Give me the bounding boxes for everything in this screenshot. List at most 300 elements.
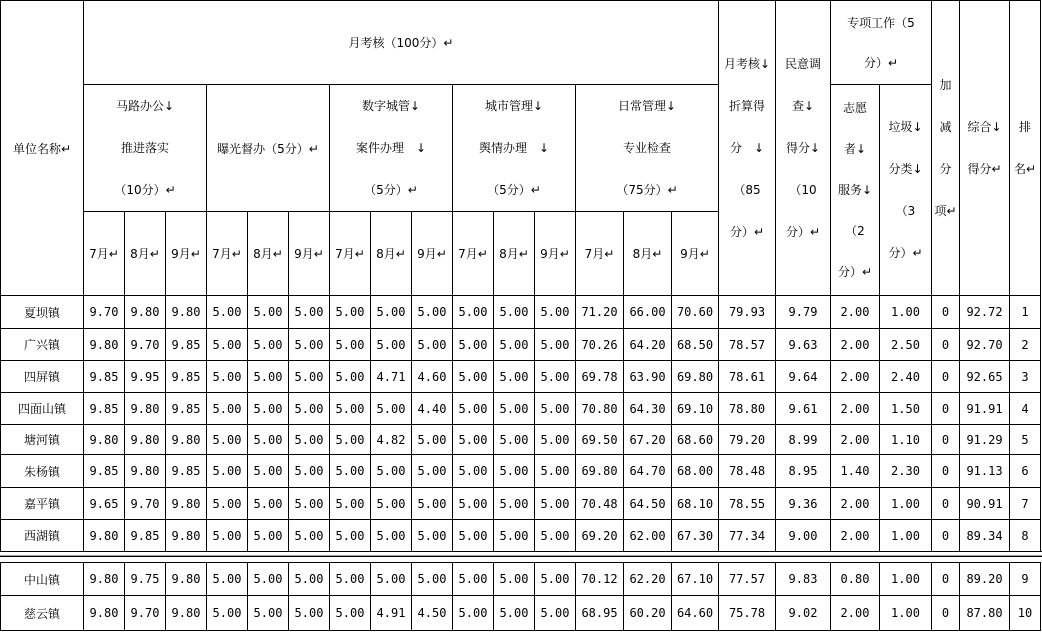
bonus-cell: 0 (932, 455, 960, 488)
survey-cell: 9.00 (776, 520, 831, 552)
monthly-converted-cell: 78.61 (719, 361, 776, 393)
unit-name-cell: 四面山镇 (1, 393, 84, 425)
rank-cell: 5 (1010, 425, 1041, 455)
rank-header-line: 名↵ (1013, 162, 1037, 176)
survey-cell: 9.64 (776, 361, 831, 393)
garbage-cell: 1.00 (880, 563, 932, 596)
survey-cell: 9.02 (776, 596, 831, 631)
total-header (960, 1, 1010, 296)
score-cell: 69.20 (576, 520, 624, 552)
bonus-header (932, 1, 960, 296)
score-cell: 5.00 (289, 455, 330, 488)
score-cell: 62.00 (624, 520, 672, 552)
unit-name-cell: 塘河镇 (1, 425, 84, 455)
table-row (1, 596, 1041, 631)
score-cell: 5.00 (207, 488, 248, 520)
score-cell: 68.50 (672, 329, 719, 361)
score-cell: 9.95 (125, 361, 166, 393)
score-cell: 5.00 (248, 488, 289, 520)
monthly-converted-line: 月考核↓ (723, 57, 771, 71)
score-cell: 5.00 (494, 329, 535, 361)
score-cell: 5.00 (330, 393, 371, 425)
score-cell: 5.00 (412, 563, 453, 596)
score-cell: 5.00 (494, 455, 535, 488)
road-chief-line: 马路办公↓ (115, 99, 175, 113)
unit-name-cell: 朱杨镇 (1, 455, 84, 488)
score-cell: 5.00 (248, 329, 289, 361)
score-cell: 5.00 (330, 361, 371, 393)
total-cell: 92.72 (960, 296, 1010, 329)
table-row (1, 296, 1041, 329)
score-cell: 5.00 (248, 393, 289, 425)
score-cell: 9.80 (84, 563, 125, 596)
score-cell: 68.95 (576, 596, 624, 631)
score-cell: 5.00 (494, 596, 535, 631)
score-cell: 9.70 (84, 296, 125, 329)
score-cell: 5.00 (289, 563, 330, 596)
score-cell: 62.20 (624, 563, 672, 596)
bonus-header-line: 加 (939, 78, 952, 92)
bonus-cell: 0 (932, 361, 960, 393)
score-cell: 69.10 (672, 393, 719, 425)
score-cell: 5.00 (371, 296, 412, 329)
total-cell: 89.20 (960, 563, 1010, 596)
exposure-header: 曝光督办（5分）↵ (207, 85, 330, 212)
score-cell: 5.00 (453, 329, 494, 361)
volunteer-cell: 0.80 (831, 563, 880, 596)
score-cell: 5.00 (535, 393, 576, 425)
score-cell: 5.00 (453, 425, 494, 455)
score-cell: 5.00 (371, 488, 412, 520)
table-row (1, 455, 1041, 488)
special-work-line: 分）↵ (863, 55, 899, 70)
score-cell: 5.00 (248, 520, 289, 552)
table-row (1, 329, 1041, 361)
score-cell: 69.80 (576, 455, 624, 488)
unit-name-cell: 四屏镇 (1, 361, 84, 393)
survey-cell: 9.83 (776, 563, 831, 596)
score-cell: 5.00 (330, 596, 371, 631)
score-cell: 64.30 (624, 393, 672, 425)
score-cell: 5.00 (453, 361, 494, 393)
score-cell: 5.00 (494, 563, 535, 596)
bonus-cell: 0 (932, 520, 960, 552)
score-cell: 5.00 (535, 329, 576, 361)
digital-line: （5分）↵ (364, 183, 418, 197)
survey-header-line: 分）↵ (785, 225, 821, 239)
score-cell: 68.60 (672, 425, 719, 455)
month-header: 9月↵ (535, 212, 576, 296)
score-cell: 5.00 (535, 488, 576, 520)
table-row (1, 488, 1041, 520)
month-header: 8月↵ (248, 212, 289, 296)
score-cell: 9.85 (84, 361, 125, 393)
score-cell: 5.00 (207, 520, 248, 552)
score-cell: 70.60 (672, 296, 719, 329)
score-cell: 9.80 (125, 296, 166, 329)
unit-name-cell: 嘉平镇 (1, 488, 84, 520)
total-cell: 87.80 (960, 596, 1010, 631)
score-cell: 5.00 (207, 361, 248, 393)
table-row (1, 520, 1041, 552)
score-cell: 9.70 (125, 596, 166, 631)
score-cell: 9.85 (84, 393, 125, 425)
monthly-converted-cell: 79.20 (719, 425, 776, 455)
score-cell: 9.80 (166, 596, 207, 631)
unit-name-cell: 夏坝镇 (1, 296, 84, 329)
score-cell: 5.00 (207, 393, 248, 425)
month-header: 7月↵ (453, 212, 494, 296)
garbage-line: 垃圾↓ (888, 120, 923, 134)
table-row (1, 425, 1041, 455)
table-break-line (0, 555, 1042, 556)
score-cell: 5.00 (330, 563, 371, 596)
score-cell: 5.00 (453, 563, 494, 596)
score-cell: 9.80 (84, 520, 125, 552)
score-cell: 5.00 (412, 520, 453, 552)
city-line: 舆情办理 ↓ (478, 141, 550, 155)
score-cell: 5.00 (535, 563, 576, 596)
volunteer-cell: 2.00 (831, 393, 880, 425)
score-cell: 69.78 (576, 361, 624, 393)
volunteer-cell: 2.00 (831, 425, 880, 455)
score-cell: 5.00 (330, 488, 371, 520)
score-cell: 60.20 (624, 596, 672, 631)
score-cell: 4.91 (371, 596, 412, 631)
score-cell: 9.80 (125, 455, 166, 488)
garbage-line: 分）↵ (888, 246, 923, 260)
total-cell: 92.65 (960, 361, 1010, 393)
score-cell: 67.10 (672, 563, 719, 596)
score-cell: 5.00 (248, 455, 289, 488)
rank-header (1010, 1, 1041, 296)
unit-name-cell: 中山镇 (1, 563, 84, 596)
month-header: 7月↵ (207, 212, 248, 296)
score-cell: 5.00 (371, 563, 412, 596)
monthly-converted-cell: 77.34 (719, 520, 776, 552)
score-cell: 5.00 (494, 393, 535, 425)
monthly-converted-cell: 78.55 (719, 488, 776, 520)
score-cell: 5.00 (330, 520, 371, 552)
score-cell: 5.00 (248, 563, 289, 596)
score-cell: 5.00 (494, 488, 535, 520)
survey-cell: 9.61 (776, 393, 831, 425)
bonus-cell: 0 (932, 563, 960, 596)
score-cell: 9.85 (166, 329, 207, 361)
score-cell: 5.00 (207, 329, 248, 361)
score-cell: 9.80 (84, 329, 125, 361)
month-header: 7月↵ (330, 212, 371, 296)
bonus-cell: 0 (932, 296, 960, 329)
volunteer-line: 分）↵ (837, 264, 873, 279)
score-cell: 4.60 (412, 361, 453, 393)
digital-header (330, 85, 453, 212)
total-header-line: 得分↵ (967, 162, 1002, 176)
score-cell: 5.00 (494, 361, 535, 393)
unit-name-cell: 慈云镇 (1, 596, 84, 631)
score-cell: 9.85 (166, 455, 207, 488)
score-cell: 5.00 (371, 393, 412, 425)
score-cell: 5.00 (535, 455, 576, 488)
survey-cell: 8.95 (776, 455, 831, 488)
score-cell: 63.90 (624, 361, 672, 393)
score-cell: 4.50 (412, 596, 453, 631)
road-chief-line: 推进落实 (120, 141, 169, 155)
bonus-cell: 0 (932, 425, 960, 455)
garbage-cell: 1.00 (880, 488, 932, 520)
survey-header-line: （10 (789, 183, 817, 197)
garbage-cell: 1.10 (880, 425, 932, 455)
score-cell: 5.00 (207, 455, 248, 488)
rank-cell: 8 (1010, 520, 1041, 552)
bonus-cell: 0 (932, 488, 960, 520)
total-cell: 91.29 (960, 425, 1010, 455)
survey-header-line: 查↓ (791, 99, 815, 113)
score-cell: 5.00 (535, 425, 576, 455)
score-cell: 9.85 (166, 361, 207, 393)
survey-cell: 9.36 (776, 488, 831, 520)
rank-cell: 10 (1010, 596, 1041, 631)
rank-cell: 4 (1010, 393, 1041, 425)
rank-cell: 9 (1010, 563, 1041, 596)
garbage-cell: 1.00 (880, 596, 932, 631)
city-line: 城市管理↓ (484, 99, 544, 113)
total-cell: 91.13 (960, 455, 1010, 488)
garbage-cell: 1.00 (880, 296, 932, 329)
survey-header (776, 1, 831, 296)
score-cell: 4.82 (371, 425, 412, 455)
score-cell: 5.00 (207, 425, 248, 455)
rank-cell: 6 (1010, 455, 1041, 488)
daily-line: 日常管理↓ (617, 99, 677, 113)
score-cell: 5.00 (412, 296, 453, 329)
score-cell: 5.00 (207, 563, 248, 596)
daily-line: 专业检查 (622, 141, 671, 155)
volunteer-cell: 2.00 (831, 488, 880, 520)
total-cell: 91.91 (960, 393, 1010, 425)
score-cell: 5.00 (412, 329, 453, 361)
total-header-line: 综合↓ (967, 120, 1002, 134)
total-cell: 92.70 (960, 329, 1010, 361)
special-work-line: 专项工作（5 (847, 15, 915, 30)
score-cell: 5.00 (330, 425, 371, 455)
volunteer-cell: 2.00 (831, 361, 880, 393)
score-cell: 9.80 (166, 425, 207, 455)
road-chief-line: （10分）↵ (114, 183, 176, 197)
month-header: 7月↵ (576, 212, 624, 296)
table-row (1, 393, 1041, 425)
score-cell: 64.60 (672, 596, 719, 631)
monthly-converted-cell: 78.57 (719, 329, 776, 361)
score-cell: 9.85 (84, 455, 125, 488)
survey-cell: 9.79 (776, 296, 831, 329)
score-cell: 5.00 (453, 455, 494, 488)
total-cell: 89.34 (960, 520, 1010, 552)
score-cell: 5.00 (371, 329, 412, 361)
road-chief-header (84, 85, 207, 212)
score-cell: 67.30 (672, 520, 719, 552)
month-header: 9月↵ (672, 212, 719, 296)
unit-name-cell: 西湖镇 (1, 520, 84, 552)
volunteer-line: 志愿 (842, 100, 867, 115)
score-cell: 9.80 (166, 296, 207, 329)
score-cell: 5.00 (248, 596, 289, 631)
volunteer-cell: 2.00 (831, 520, 880, 552)
city-header (453, 85, 576, 212)
garbage-line: （3 (895, 204, 916, 218)
table-break (0, 551, 1042, 557)
score-cell: 66.00 (624, 296, 672, 329)
score-cell: 64.20 (624, 329, 672, 361)
score-cell: 70.80 (576, 393, 624, 425)
city-line: （5分）↵ (487, 183, 541, 197)
score-cell: 69.50 (576, 425, 624, 455)
score-cell: 68.00 (672, 455, 719, 488)
rank-header-line: 排 (1018, 120, 1031, 134)
monthly-converted-cell: 78.80 (719, 393, 776, 425)
monthly-converted-line: （85 (733, 183, 761, 197)
score-cell: 5.00 (289, 425, 330, 455)
score-cell: 71.20 (576, 296, 624, 329)
score-cell: 5.00 (453, 520, 494, 552)
score-cell: 5.00 (248, 296, 289, 329)
score-cell: 9.75 (125, 563, 166, 596)
garbage-header (880, 85, 932, 296)
score-cell: 4.71 (371, 361, 412, 393)
month-header: 7月↵ (84, 212, 125, 296)
score-cell: 64.50 (624, 488, 672, 520)
bonus-header-line: 项↵ (934, 204, 957, 218)
digital-line: 数字城管↓ (361, 99, 421, 113)
score-cell: 9.65 (84, 488, 125, 520)
volunteer-cell: 1.40 (831, 455, 880, 488)
volunteer-cell: 2.00 (831, 596, 880, 631)
score-cell: 5.00 (494, 520, 535, 552)
month-header: 8月↵ (125, 212, 166, 296)
score-cell: 9.80 (125, 393, 166, 425)
score-cell: 5.00 (289, 596, 330, 631)
volunteer-line: 服务↓ (837, 182, 873, 197)
month-header: 8月↵ (494, 212, 535, 296)
score-cell: 9.80 (166, 563, 207, 596)
bonus-cell: 0 (932, 596, 960, 631)
bonus-header-line: 减 (939, 120, 952, 134)
score-cell: 5.00 (289, 393, 330, 425)
score-cell: 9.70 (125, 329, 166, 361)
daily-line: （75分）↵ (616, 183, 678, 197)
score-cell: 9.80 (166, 488, 207, 520)
score-cell: 5.00 (494, 296, 535, 329)
score-cell: 5.00 (453, 393, 494, 425)
unit-name-header: 单位名称↵ (1, 1, 84, 296)
month-header: 9月↵ (166, 212, 207, 296)
garbage-cell: 2.40 (880, 361, 932, 393)
volunteer-line: （2 (845, 223, 865, 238)
monthly-converted-cell: 77.57 (719, 563, 776, 596)
monthly-converted-cell: 78.48 (719, 455, 776, 488)
score-cell: 5.00 (330, 455, 371, 488)
bonus-header-line: 分 (939, 162, 952, 176)
monthly-converted-line: 分 ↓ (729, 141, 765, 155)
volunteer-line: 者↓ (843, 141, 867, 156)
month-header: 8月↵ (624, 212, 672, 296)
score-cell: 5.00 (453, 596, 494, 631)
rank-cell: 1 (1010, 296, 1041, 329)
rank-cell: 3 (1010, 361, 1041, 393)
score-cell: 4.40 (412, 393, 453, 425)
monthly-converted-line: 折算得 (728, 99, 765, 113)
score-cell: 5.00 (535, 296, 576, 329)
monthly-assessment-header: 月考核（100分）↵ (84, 1, 719, 85)
score-cell: 5.00 (207, 296, 248, 329)
score-cell: 5.00 (371, 520, 412, 552)
survey-cell: 9.63 (776, 329, 831, 361)
bonus-cell: 0 (932, 329, 960, 361)
survey-header-line: 民意调 (784, 57, 821, 71)
bonus-cell: 0 (932, 393, 960, 425)
score-cell: 5.00 (412, 488, 453, 520)
survey-cell: 8.99 (776, 425, 831, 455)
score-cell: 9.80 (84, 596, 125, 631)
garbage-cell: 2.30 (880, 455, 932, 488)
monthly-converted-cell: 75.78 (719, 596, 776, 631)
volunteer-cell: 2.00 (831, 329, 880, 361)
score-cell: 5.00 (412, 455, 453, 488)
total-cell: 90.91 (960, 488, 1010, 520)
rank-cell: 2 (1010, 329, 1041, 361)
assessment-table-continued (0, 562, 1041, 631)
volunteer-header (831, 85, 880, 296)
score-cell: 5.00 (371, 455, 412, 488)
score-cell: 5.00 (535, 361, 576, 393)
unit-name-cell: 广兴镇 (1, 329, 84, 361)
score-cell: 64.70 (624, 455, 672, 488)
score-cell: 69.80 (672, 361, 719, 393)
score-cell: 5.00 (289, 329, 330, 361)
month-header: 8月↵ (371, 212, 412, 296)
score-cell: 68.10 (672, 488, 719, 520)
monthly-converted-cell: 79.93 (719, 296, 776, 329)
month-header: 9月↵ (412, 212, 453, 296)
score-cell: 70.12 (576, 563, 624, 596)
score-cell: 5.00 (412, 425, 453, 455)
garbage-cell: 2.50 (880, 329, 932, 361)
score-cell: 5.00 (494, 425, 535, 455)
score-cell: 5.00 (453, 488, 494, 520)
score-cell: 9.80 (125, 425, 166, 455)
score-cell: 70.48 (576, 488, 624, 520)
score-cell: 9.85 (125, 520, 166, 552)
score-cell: 5.00 (535, 520, 576, 552)
garbage-cell: 1.50 (880, 393, 932, 425)
score-cell: 67.20 (624, 425, 672, 455)
score-cell: 5.00 (248, 361, 289, 393)
monthly-converted-header (719, 1, 776, 296)
score-cell: 5.00 (330, 329, 371, 361)
survey-header-line: 得分↓ (785, 141, 821, 155)
score-cell: 5.00 (289, 488, 330, 520)
score-cell: 5.00 (289, 361, 330, 393)
garbage-cell: 1.00 (880, 520, 932, 552)
score-cell: 9.80 (84, 425, 125, 455)
special-work-header (831, 1, 932, 85)
monthly-converted-line: 分）↵ (729, 225, 765, 239)
garbage-line: 分类↓ (888, 162, 923, 176)
score-cell: 5.00 (207, 596, 248, 631)
table-row (1, 361, 1041, 393)
score-cell: 9.70 (125, 488, 166, 520)
table-row (1, 563, 1041, 596)
